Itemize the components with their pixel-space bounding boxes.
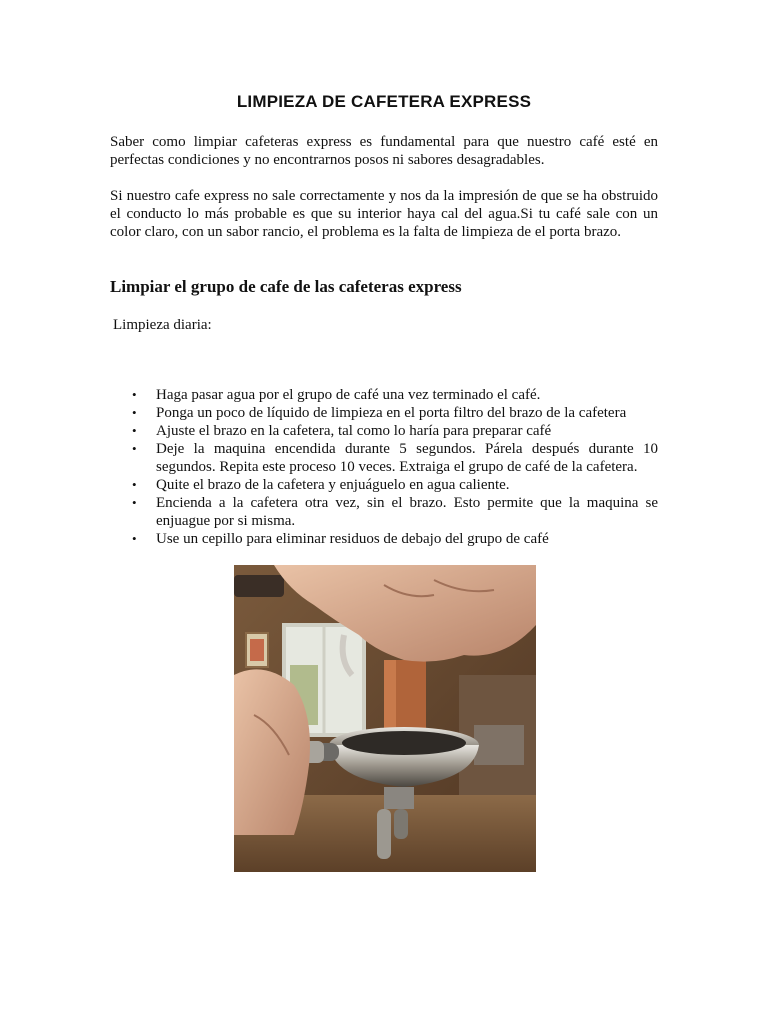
step-text: Encienda a la cafetera otra vez, sin el brazo. Esto permite que la maquina se enjuague por si misma.	[156, 495, 658, 529]
list-item	[110, 404, 658, 422]
bullet-icon: •	[132, 405, 137, 420]
step-text: Deje la maquina encendida durante 5 segundos. Párela después durante 10 segundos. Repita este proceso 10 veces. Extraiga el grupo de café de la cafetera.	[156, 441, 658, 475]
list-item	[110, 494, 658, 530]
bullet-icon: •	[132, 387, 137, 402]
section-heading: Limpiar el grupo de cafe de las cafeteras express	[110, 277, 462, 296]
step-text: Haga pasar agua por el grupo de café una vez terminado el café.	[156, 387, 541, 403]
list-item	[110, 530, 658, 548]
bullet-icon: •	[132, 441, 137, 456]
daily-cleaning-label: Limpieza diaria:	[113, 317, 212, 333]
problem-paragraph: Si nuestro cafe express no sale correctamente y nos da la impresión de que se ha obstruido el conducto lo más probable es que su interior haya cal del agua.Si tu café sale con un color claro, con un sabor rancio, el problema es la falta de limpieza de el porta brazo.	[110, 188, 658, 240]
step-text: Ponga un poco de líquido de limpieza en el porta filtro del brazo de la cafetera	[156, 405, 627, 421]
intro-paragraph: Saber como limpiar cafeteras express es fundamental para que nuestro café esté en perfectas condiciones y no encontrarnos posos ni sabores desagradables.	[110, 134, 658, 168]
step-text: Use un cepillo para eliminar residuos de debajo del grupo de café	[156, 531, 549, 547]
bullet-icon: •	[132, 531, 137, 546]
step-text: Quite el brazo de la cafetera y enjuáguelo en agua caliente.	[156, 477, 510, 493]
document-title: LIMPIEZA DE CAFETERA EXPRESS	[236, 92, 532, 111]
bullet-icon: •	[132, 423, 137, 438]
list-item	[110, 386, 658, 404]
list-item	[110, 476, 658, 494]
list-item	[110, 440, 658, 476]
step-text: Ajuste el brazo en la cafetera, tal como lo haría para preparar café	[156, 423, 552, 439]
cleaning-steps-list	[110, 386, 658, 548]
bullet-icon: •	[132, 477, 137, 492]
portafilter-tamping-photo	[234, 565, 536, 872]
list-item	[110, 422, 658, 440]
bullet-icon: •	[132, 495, 137, 510]
